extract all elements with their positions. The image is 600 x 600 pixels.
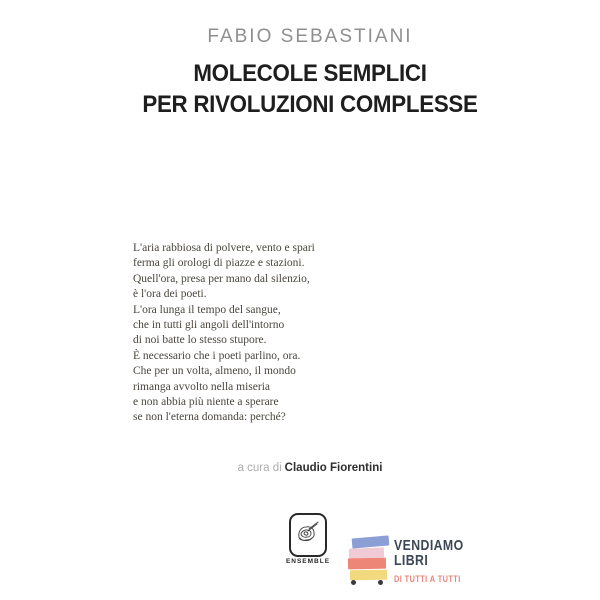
book-title-line2: PER RIVOLUZIONI COMPLESSE: [142, 91, 478, 118]
author-name: FABIO SEBASTIANI: [207, 26, 413, 47]
cart-wheel-left: [351, 580, 356, 585]
poem-line: È necessario che i poeti parlino, ora.: [133, 349, 301, 362]
distributor-line2: LIBRI: [394, 552, 429, 569]
curator-name: Claudio Fiorentini: [284, 462, 383, 474]
poem-excerpt: [133, 241, 315, 426]
poem-line: L'ora lunga il tempo del sangue,: [133, 303, 281, 316]
distributor-line1: VENDIAMO: [394, 537, 464, 554]
poem-line: Quell'ora, presa per mano dal silenzio,: [133, 272, 310, 285]
cart-book-salmon: [348, 558, 386, 570]
poem-line: che in tutti gli angoli dell'intorno: [133, 319, 285, 332]
book-title-line1: MOLECOLE SEMPLICI: [193, 60, 427, 87]
poem-line: di noi batte lo stesso stupore.: [133, 334, 267, 347]
cart-book-yellow: [350, 570, 387, 581]
curator-credit: [10, 462, 600, 474]
sketch-hedgehog-icon: [295, 519, 321, 552]
publisher-name: ENSEMBLE: [285, 558, 331, 565]
publisher-logo: [289, 513, 327, 557]
poem-line: rimanga avvolto nella miseria: [133, 380, 270, 393]
poem-line: se non l'eterna domanda: perché?: [133, 411, 286, 424]
poem-line: e non abbia più niente a sperare: [133, 396, 279, 409]
poem-line: è l'ora dei poeti.: [133, 288, 207, 301]
curator-prefix: a cura di: [237, 462, 282, 474]
distributor-tagline: DI TUTTI A TUTTI: [394, 574, 461, 584]
cart-book-blue: [352, 535, 390, 548]
poem-line: ferma gli orologi di piazze e stazioni.: [133, 257, 305, 270]
distributor-wordmark: [394, 538, 464, 584]
poem-line: Che per un volta, almeno, il mondo: [133, 365, 296, 378]
poem-line: L'aria rabbiosa di polvere, vento e spari: [133, 242, 315, 254]
cart-wheel-right: [378, 580, 383, 585]
